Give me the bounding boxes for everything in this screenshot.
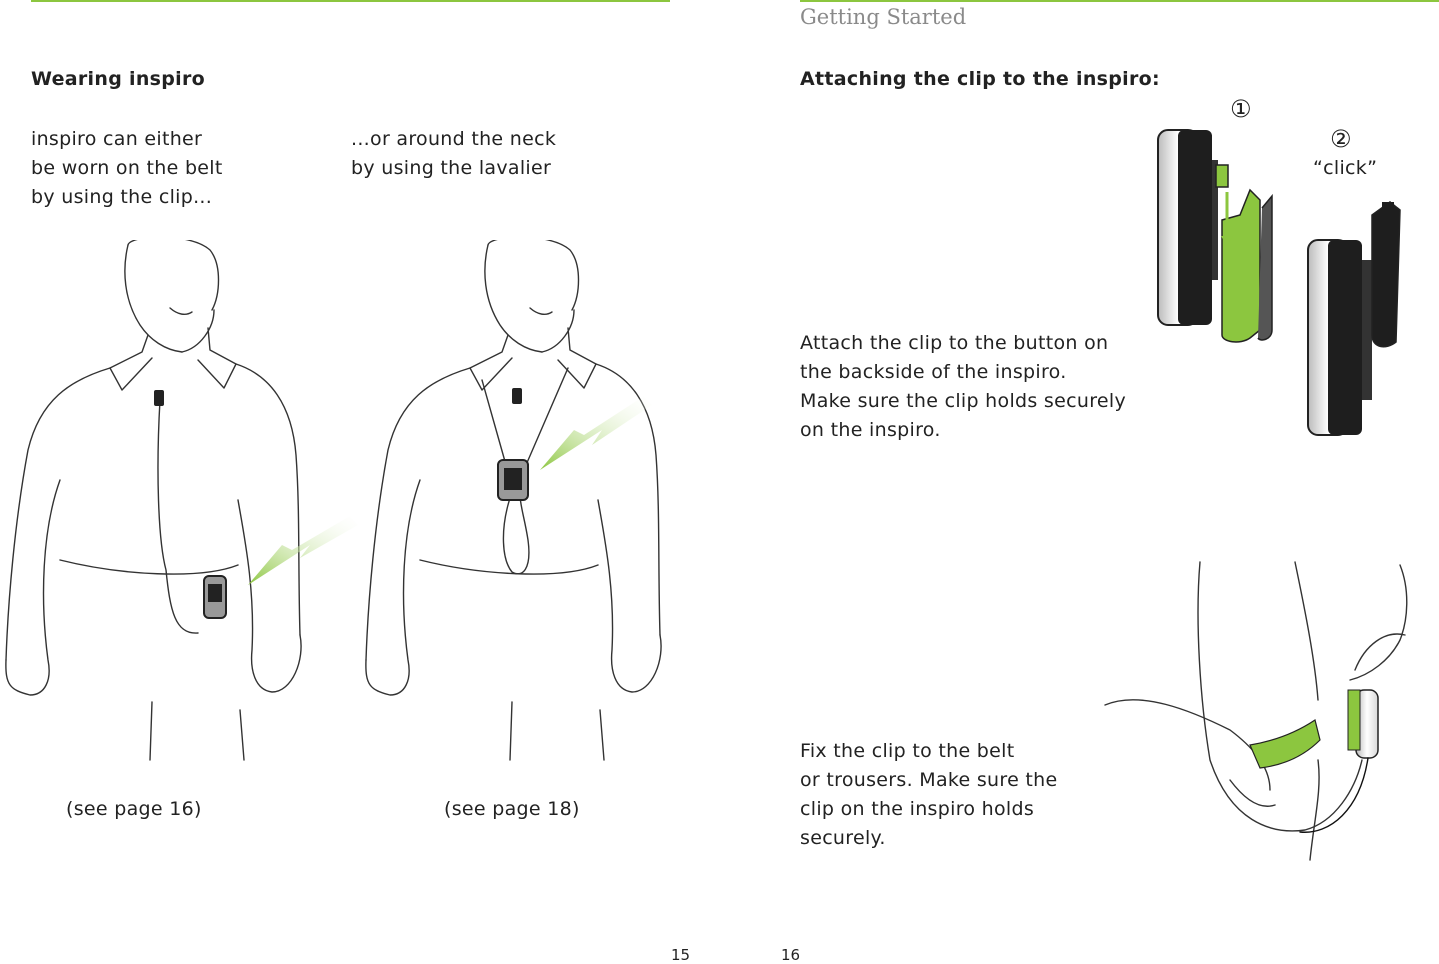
step1-marker: ① (1230, 95, 1252, 123)
belt-text: inspiro can either be worn on the belt by using the clip... (31, 128, 223, 208)
man-lavalier-illustration (360, 240, 670, 765)
man-belt-illustration (0, 240, 370, 765)
section-label: Getting Started (800, 5, 967, 29)
attach-instructions: Attach the clip to the button on the backside of the inspiro. Make sure the clip holds securely on the inspiro. (800, 332, 1127, 441)
attaching-heading: Attaching the clip to the inspiro: (800, 68, 1160, 90)
left-top-rule (31, 0, 670, 2)
clip-attach-illustration (1150, 120, 1410, 450)
belt-page-reference: (see page 16) (66, 798, 202, 820)
right-page-number: 16 (781, 946, 801, 964)
click-label: “click” (1313, 157, 1378, 179)
fix-instructions: Fix the clip to the belt or trousers. Make sure the clip on the inspiro holds securely. (800, 740, 1058, 849)
belt-fix-illustration (1100, 560, 1420, 865)
left-page-number: 15 (671, 946, 691, 964)
step2-marker: ② (1330, 125, 1352, 153)
wearing-heading: Wearing inspiro (31, 68, 205, 90)
neck-text: ...or around the neck by using the lavalier (351, 128, 557, 179)
right-top-rule (800, 0, 1439, 2)
neck-page-reference: (see page 18) (444, 798, 580, 820)
